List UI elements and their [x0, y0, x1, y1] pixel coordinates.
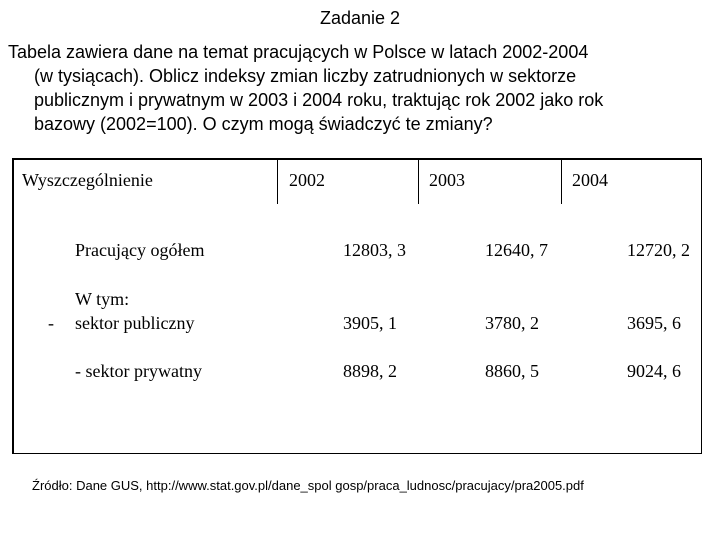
cell-private-2003: 8860, 5 — [485, 361, 539, 381]
task-title: Zadanie 2 — [319, 8, 401, 28]
cell-public-2002: 3905, 1 — [343, 313, 397, 333]
row-label-of-which: W tym: — [75, 289, 130, 309]
source-note: Źródło: Dane GUS, http://www.stat.gov.pl/dane_spol gosp/praca_ludnosc/pracujacy/pra2005.pdf — [32, 478, 584, 493]
header-description: Wyszczególnienie — [22, 170, 153, 190]
cell-private-2002: 8898, 2 — [343, 361, 397, 381]
table-divider-2 — [418, 158, 419, 204]
cell-total-2002: 12803, 3 — [343, 240, 406, 260]
task-line-2: (w tysiącach). Oblicz indeksy zmian liczby zatrudnionych w sektorze — [34, 66, 577, 86]
cell-public-2004: 3695, 6 — [627, 313, 681, 333]
task-description — [8, 40, 698, 136]
cell-total-2004: 12720, 2 — [627, 240, 690, 260]
task-line-3: publicznym i prywatnym w 2003 i 2004 roku, traktując rok 2002 jako rok — [34, 90, 604, 110]
table-divider-3 — [561, 158, 562, 204]
row-dash: - — [48, 313, 54, 333]
header-2003: 2003 — [429, 170, 465, 190]
cell-private-2004: 9024, 6 — [627, 361, 681, 381]
cell-total-2003: 12640, 7 — [485, 240, 548, 260]
cell-public-2003: 3780, 2 — [485, 313, 539, 333]
header-2004: 2004 — [572, 170, 608, 190]
task-line-4: bazowy (2002=100). O czym mogą świadczyć te zmiany? — [34, 114, 493, 134]
row-label-public: sektor publiczny — [75, 313, 195, 333]
table-divider-left — [12, 158, 13, 204]
row-label-private: - sektor prywatny — [75, 361, 202, 381]
row-label-total: Pracujący ogółem — [75, 240, 205, 260]
table-divider-1 — [277, 158, 278, 204]
header-2002: 2002 — [289, 170, 325, 190]
task-line-1: Tabela zawiera dane na temat pracujących w Polsce w latach 2002-2004 — [8, 42, 589, 62]
